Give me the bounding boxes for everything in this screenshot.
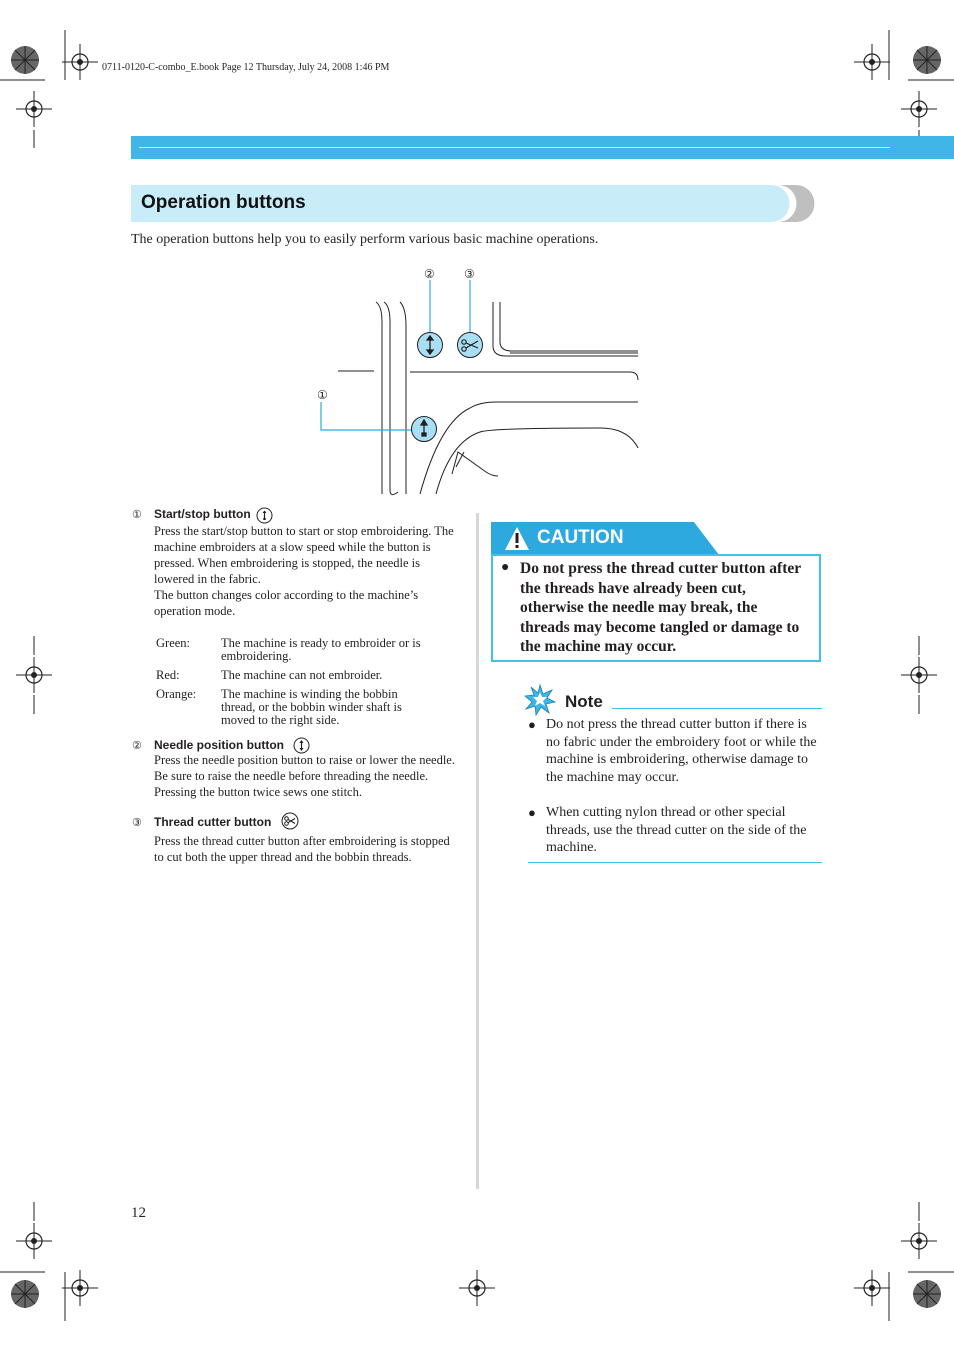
- registration-mark-bottom-left: [5, 1274, 45, 1314]
- crosshair-mark: [901, 91, 937, 127]
- registration-mark-top-right: [907, 40, 947, 80]
- crosshair-mark: [854, 1270, 890, 1306]
- crosshair-mark: [62, 44, 98, 80]
- item-title-needle-position: Needle position button: [154, 738, 284, 752]
- item-paragraph: Press the needle position button to raise or lower the needle. Be sure to raise the needle before threading the needle. Pressing the button twice sews one stitch.: [154, 753, 455, 799]
- crosshair-mark: [459, 1270, 495, 1306]
- item-title-thread-cutter: Thread cutter button: [154, 815, 272, 829]
- item-number: ③: [132, 817, 142, 829]
- color-description: The machine is winding the bobbin thread, or the bobbin winder shaft is moved to the right side.: [221, 687, 402, 727]
- book-file-info: 0711-0120-C-combo_E.book Page 12 Thursday, July 24, 2008 1:46 PM: [102, 62, 390, 73]
- color-name: Red:: [156, 668, 180, 682]
- figure-callout-2: ②: [424, 267, 435, 281]
- registration-mark-top-left: [5, 40, 45, 80]
- item-body-start-stop: [154, 523, 462, 619]
- crosshair-mark: [16, 91, 52, 127]
- item-body-needle-position: [154, 752, 462, 800]
- column-divider: [476, 513, 479, 1189]
- chapter-band: [131, 136, 954, 159]
- note-top-rule: [612, 708, 822, 709]
- operation-buttons-figure: [300, 262, 645, 498]
- crosshair-mark: [901, 657, 937, 693]
- item-number: ①: [132, 509, 142, 521]
- start-stop-icon: [256, 507, 273, 524]
- item-number: ②: [132, 740, 142, 752]
- section-heading-end-tab: [764, 185, 816, 222]
- thread-cutter-icon: [281, 812, 299, 830]
- note-icon: [523, 684, 557, 716]
- item-paragraph: The button changes color according to the machine’s operation mode.: [154, 588, 419, 618]
- page-number: 12: [131, 1205, 146, 1221]
- registration-mark-bottom-right: [907, 1274, 947, 1314]
- color-name: Green:: [156, 636, 191, 650]
- figure-callout-3: ③: [464, 267, 475, 281]
- crosshair-mark: [16, 1223, 52, 1259]
- section-title: Operation buttons: [141, 192, 306, 213]
- color-name: Orange:: [156, 687, 197, 701]
- caution-title: CAUTION: [537, 527, 624, 548]
- note-bullet: ●: [528, 805, 536, 820]
- intro-text: The operation buttons help you to easily perform various basic machine operations.: [131, 232, 599, 247]
- item-paragraph: Press the start/stop button to start or stop embroidering. The machine embroiders at a slow speed while the button is pressed. When embroidering is stopped, the needle is lowered in the fabric.: [154, 524, 454, 586]
- crosshair-mark: [901, 1223, 937, 1259]
- caution-bullet: ●: [501, 560, 510, 575]
- note-title: Note: [565, 692, 603, 711]
- note-item: When cutting nylon thread or other special threads, use the thread cutter on the side of the machine.: [546, 805, 807, 855]
- color-description: The machine is ready to embroider or is embroidering.: [221, 636, 421, 663]
- item-body-thread-cutter: [154, 833, 454, 865]
- color-description: The machine can not embroider.: [221, 668, 383, 682]
- figure-callout-1: ①: [317, 388, 328, 402]
- item-paragraph: Press the thread cutter button after embroidering is stopped to cut both the upper thread and the bobbin threads.: [154, 834, 450, 864]
- note-bottom-rule: [528, 862, 822, 863]
- note-item: Do not press the thread cutter button if there is no fabric under the embroidery foot or while the machine is embroidering, otherwise damage to the machine may occur.: [546, 717, 817, 785]
- crosshair-mark: [16, 657, 52, 693]
- item-title-start-stop: Start/stop button: [154, 507, 251, 521]
- note-bullet: ●: [528, 717, 536, 732]
- crosshair-mark: [62, 1270, 98, 1306]
- caution-text: Do not press the thread cutter button after the threads have already been cut, otherwise the needle may break, the threads may become tangled or damage to the machine may occur.: [520, 560, 801, 655]
- crosshair-mark: [854, 44, 890, 80]
